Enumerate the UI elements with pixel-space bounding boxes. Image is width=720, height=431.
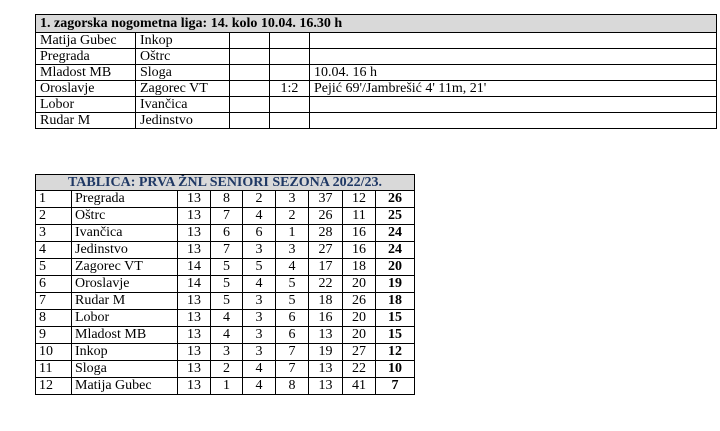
standing-points: 7 xyxy=(376,378,415,395)
standing-position: 8 xyxy=(36,310,72,327)
fixture-away-team: Inkop xyxy=(136,33,230,49)
fixture-spacer xyxy=(230,97,270,113)
standing-played: 13 xyxy=(178,191,211,208)
fixture-spacer xyxy=(230,49,270,65)
fixture-row xyxy=(36,97,717,113)
fixture-score xyxy=(270,33,310,49)
fixture-row xyxy=(36,113,717,129)
standing-played: 13 xyxy=(178,327,211,344)
standing-losses: 5 xyxy=(276,293,309,310)
standing-position: 6 xyxy=(36,276,72,293)
standing-draws: 3 xyxy=(243,310,276,327)
standing-goals-for: 18 xyxy=(309,293,343,310)
standing-position: 5 xyxy=(36,259,72,276)
standing-goals-against: 16 xyxy=(343,225,376,242)
standing-losses: 5 xyxy=(276,276,309,293)
standing-draws: 4 xyxy=(243,276,276,293)
standing-team: Oštrc xyxy=(72,208,178,225)
standings-title: TABLICA: PRVA ŽNL SENIORI SEZONA 2022/23. xyxy=(36,175,415,191)
standing-points: 15 xyxy=(376,327,415,344)
standing-team: Lobor xyxy=(72,310,178,327)
fixture-score xyxy=(270,113,310,129)
standing-wins: 5 xyxy=(211,259,243,276)
standing-goals-for: 27 xyxy=(309,242,343,259)
standing-losses: 2 xyxy=(276,208,309,225)
fixture-spacer xyxy=(230,81,270,97)
fixture-note xyxy=(310,49,717,65)
standing-goals-for: 13 xyxy=(309,378,343,395)
standing-draws: 3 xyxy=(243,293,276,310)
standings-row xyxy=(36,259,415,276)
standing-position: 12 xyxy=(36,378,72,395)
standing-position: 11 xyxy=(36,361,72,378)
standing-goals-against: 18 xyxy=(343,259,376,276)
standings-row xyxy=(36,378,415,395)
standing-goals-against: 26 xyxy=(343,293,376,310)
standing-team: Pregrada xyxy=(72,191,178,208)
standing-points: 15 xyxy=(376,310,415,327)
standing-draws: 6 xyxy=(243,225,276,242)
standings-row xyxy=(36,310,415,327)
fixture-spacer xyxy=(230,65,270,81)
standing-team: Zagorec VT xyxy=(72,259,178,276)
fixtures-title: 1. zagorska nogometna liga: 14. kolo 10.04. 16.30 h xyxy=(36,15,717,33)
fixture-score xyxy=(270,49,310,65)
fixture-away-team: Oštrc xyxy=(136,49,230,65)
standing-goals-against: 22 xyxy=(343,361,376,378)
fixture-score xyxy=(270,97,310,113)
standing-team: Oroslavje xyxy=(72,276,178,293)
standing-team: Sloga xyxy=(72,361,178,378)
standing-played: 14 xyxy=(178,276,211,293)
standing-played: 13 xyxy=(178,344,211,361)
standing-played: 13 xyxy=(178,310,211,327)
standing-points: 26 xyxy=(376,191,415,208)
fixture-score: 1:2 xyxy=(270,81,310,97)
fixture-note: 10.04. 16 h xyxy=(310,65,717,81)
standing-wins: 7 xyxy=(211,208,243,225)
standing-position: 3 xyxy=(36,225,72,242)
standing-position: 4 xyxy=(36,242,72,259)
standings-row xyxy=(36,225,415,242)
standing-losses: 4 xyxy=(276,259,309,276)
standings-row xyxy=(36,361,415,378)
standing-position: 7 xyxy=(36,293,72,310)
fixture-home-team: Pregrada xyxy=(36,49,136,65)
standing-goals-against: 16 xyxy=(343,242,376,259)
standing-wins: 6 xyxy=(211,225,243,242)
standing-played: 13 xyxy=(178,378,211,395)
fixture-away-team: Zagorec VT xyxy=(136,81,230,97)
standing-points: 24 xyxy=(376,242,415,259)
standing-played: 13 xyxy=(178,225,211,242)
standing-goals-for: 26 xyxy=(309,208,343,225)
standings-row xyxy=(36,327,415,344)
standing-position: 10 xyxy=(36,344,72,361)
standings-row xyxy=(36,276,415,293)
standing-goals-against: 20 xyxy=(343,327,376,344)
standing-losses: 7 xyxy=(276,344,309,361)
standing-goals-against: 20 xyxy=(343,276,376,293)
standing-wins: 8 xyxy=(211,191,243,208)
standing-points: 12 xyxy=(376,344,415,361)
standing-played: 13 xyxy=(178,242,211,259)
standing-draws: 3 xyxy=(243,242,276,259)
standing-points: 25 xyxy=(376,208,415,225)
standing-wins: 5 xyxy=(211,276,243,293)
standing-wins: 7 xyxy=(211,242,243,259)
fixture-row xyxy=(36,49,717,65)
standing-goals-for: 22 xyxy=(309,276,343,293)
standing-wins: 2 xyxy=(211,361,243,378)
standing-goals-for: 16 xyxy=(309,310,343,327)
standing-wins: 4 xyxy=(211,327,243,344)
fixtures-table xyxy=(35,14,717,129)
standing-losses: 7 xyxy=(276,361,309,378)
fixture-home-team: Matija Gubec xyxy=(36,33,136,49)
standing-team: Matija Gubec xyxy=(72,378,178,395)
standing-goals-for: 37 xyxy=(309,191,343,208)
fixture-row xyxy=(36,33,717,49)
standing-draws: 4 xyxy=(243,378,276,395)
standing-team: Mladost MB xyxy=(72,327,178,344)
fixture-note xyxy=(310,97,717,113)
standings-row xyxy=(36,293,415,310)
fixture-home-team: Mladost MB xyxy=(36,65,136,81)
standing-points: 19 xyxy=(376,276,415,293)
fixture-home-team: Rudar M xyxy=(36,113,136,129)
fixture-row xyxy=(36,81,717,97)
standing-wins: 3 xyxy=(211,344,243,361)
standing-wins: 4 xyxy=(211,310,243,327)
standing-played: 13 xyxy=(178,293,211,310)
standing-played: 13 xyxy=(178,208,211,225)
standing-position: 2 xyxy=(36,208,72,225)
standing-goals-for: 17 xyxy=(309,259,343,276)
standing-team: Ivančica xyxy=(72,225,178,242)
fixture-spacer xyxy=(230,33,270,49)
standing-played: 14 xyxy=(178,259,211,276)
standing-goals-against: 20 xyxy=(343,310,376,327)
standing-draws: 4 xyxy=(243,361,276,378)
standing-points: 10 xyxy=(376,361,415,378)
standing-goals-against: 12 xyxy=(343,191,376,208)
fixture-note: Pejić 69'/Jambrešić 4' 11m, 21' xyxy=(310,81,717,97)
standing-goals-against: 27 xyxy=(343,344,376,361)
standings-table xyxy=(35,174,415,395)
standing-goals-against: 41 xyxy=(343,378,376,395)
standing-losses: 1 xyxy=(276,225,309,242)
standing-goals-for: 13 xyxy=(309,327,343,344)
standing-losses: 3 xyxy=(276,191,309,208)
standing-points: 20 xyxy=(376,259,415,276)
standing-points: 18 xyxy=(376,293,415,310)
standing-draws: 4 xyxy=(243,208,276,225)
standings-row xyxy=(36,208,415,225)
standing-losses: 6 xyxy=(276,310,309,327)
fixture-row xyxy=(36,65,717,81)
standing-draws: 5 xyxy=(243,259,276,276)
standing-position: 1 xyxy=(36,191,72,208)
standings-header-row xyxy=(36,175,415,191)
standing-team: Rudar M xyxy=(72,293,178,310)
standing-losses: 8 xyxy=(276,378,309,395)
standing-goals-for: 13 xyxy=(309,361,343,378)
standings-row xyxy=(36,191,415,208)
fixture-away-team: Sloga xyxy=(136,65,230,81)
standing-wins: 5 xyxy=(211,293,243,310)
standing-draws: 3 xyxy=(243,327,276,344)
standings-row xyxy=(36,242,415,259)
standing-goals-against: 11 xyxy=(343,208,376,225)
standing-losses: 6 xyxy=(276,327,309,344)
standings-row xyxy=(36,344,415,361)
standing-position: 9 xyxy=(36,327,72,344)
standing-team: Inkop xyxy=(72,344,178,361)
fixture-away-team: Ivančica xyxy=(136,97,230,113)
standing-draws: 2 xyxy=(243,191,276,208)
standing-goals-for: 28 xyxy=(309,225,343,242)
standing-draws: 3 xyxy=(243,344,276,361)
standing-wins: 1 xyxy=(211,378,243,395)
standing-losses: 3 xyxy=(276,242,309,259)
standing-played: 13 xyxy=(178,361,211,378)
fixture-home-team: Oroslavje xyxy=(36,81,136,97)
fixture-away-team: Jedinstvo xyxy=(136,113,230,129)
fixture-note xyxy=(310,33,717,49)
fixtures-header-row xyxy=(36,15,717,33)
fixture-score xyxy=(270,65,310,81)
standing-goals-for: 19 xyxy=(309,344,343,361)
fixture-home-team: Lobor xyxy=(36,97,136,113)
fixture-spacer xyxy=(230,113,270,129)
standing-points: 24 xyxy=(376,225,415,242)
fixture-note xyxy=(310,113,717,129)
standing-team: Jedinstvo xyxy=(72,242,178,259)
